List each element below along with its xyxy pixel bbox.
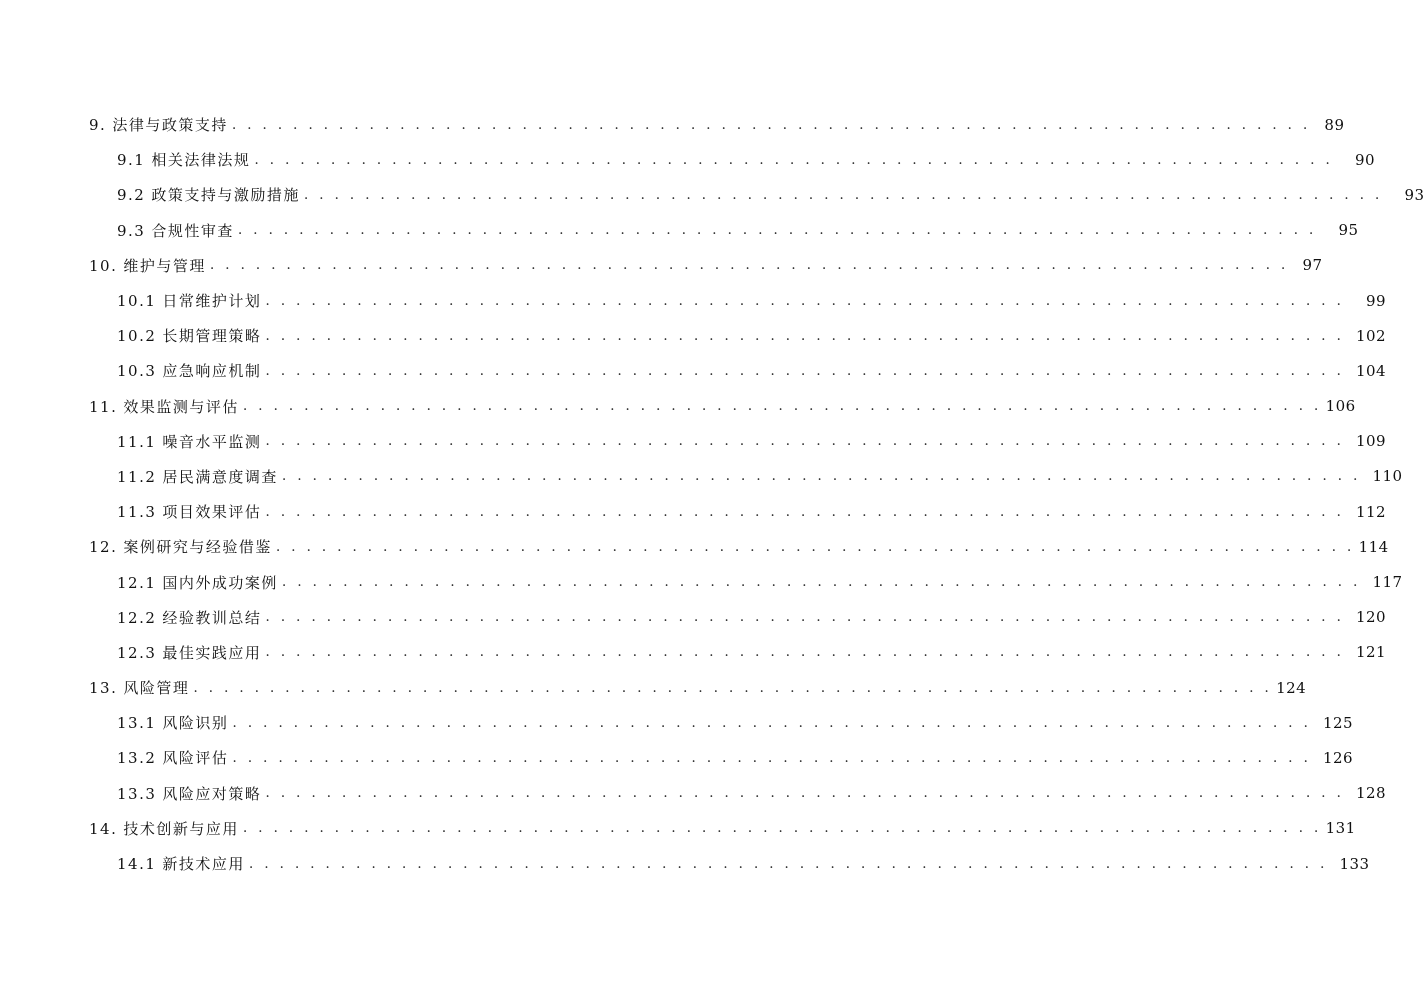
toc-entry-page: 97 <box>1302 256 1323 275</box>
toc-dot-leader: . . . . . . . . . . . . . . . . . . . . . . . . . . . . . . . . . . . . . . . . . . . . . . . . . . . . . . . . . . . . . . . . . . . . . . . <box>265 362 1345 379</box>
toc-entry-page: 121 <box>1355 643 1387 662</box>
toc-entry-page: 109 <box>1355 432 1387 451</box>
toc-entry-number: 14.1 <box>117 855 157 874</box>
toc-entry-number: 11. <box>89 397 118 416</box>
toc-dot-leader: . . . . . . . . . . . . . . . . . . . . . . . . . . . . . . . . . . . . . . . . . . . . . . . . . . . . . . . . . . . . . . . . . . . . . . . <box>275 538 1355 555</box>
toc-entry[interactable] <box>0 564 1403 599</box>
toc-entry-label <box>117 747 228 768</box>
toc-entry-page: 128 <box>1355 784 1387 803</box>
toc-entry-page: 90 <box>1354 150 1376 169</box>
toc-dot-leader: . . . . . . . . . . . . . . . . . . . . . . . . . . . . . . . . . . . . . . . . . . . . . . . . . . . . . . . . . . . . . . . . . . . . . . . <box>265 503 1345 520</box>
toc-entry[interactable] <box>0 600 1387 635</box>
toc-entry-page: 106 <box>1325 397 1356 416</box>
toc-entry-number: 10.3 <box>117 362 157 381</box>
toc-dot-leader: . . . . . . . . . . . . . . . . . . . . . . . . . . . . . . . . . . . . . . . . . . . . . . . . . . . . . . . . . . . . . . . . . . . . . . . <box>232 714 1312 731</box>
toc-dot-leader: . . . . . . . . . . . . . . . . . . . . . . . . . . . . . . . . . . . . . . . . . . . . . . . . . . . . . . . . . . . . . . . . . . . . . . . <box>265 327 1345 344</box>
toc-dot-leader: . . . . . . . . . . . . . . . . . . . . . . . . . . . . . . . . . . . . . . . . . . . . . . . . . . . . . . . . . . . . . . . . . . . . . . . <box>209 257 1289 274</box>
toc-entry-title: 效果监测与评估 <box>123 397 239 416</box>
toc-entry-label <box>117 783 261 804</box>
toc-entry-title: 维护与管理 <box>123 256 206 275</box>
toc-entry[interactable] <box>0 670 1307 705</box>
toc-dot-leader: . . . . . . . . . . . . . . . . . . . . . . . . . . . . . . . . . . . . . . . . . . . . . . . . . . . . . . . . . . . . . . . . . . . . . . . <box>281 468 1361 485</box>
toc-entry-label <box>117 572 278 593</box>
toc-entry-title: 合规性审查 <box>151 221 234 240</box>
toc-dot-leader: . . . . . . . . . . . . . . . . . . . . . . . . . . . . . . . . . . . . . . . . . . . . . . . . . . . . . . . . . . . . . . . . . . . . . . . <box>193 679 1273 696</box>
toc-entry[interactable] <box>0 635 1387 670</box>
toc-entry[interactable] <box>0 705 1354 740</box>
toc-entry-title: 经验教训总结 <box>162 608 262 627</box>
toc-entry-number: 9. <box>89 116 107 135</box>
toc-entry-label <box>89 818 239 839</box>
toc-dot-leader: . . . . . . . . . . . . . . . . . . . . . . . . . . . . . . . . . . . . . . . . . . . . . . . . . . . . . . . . . . . . . . . . . . . . . . . <box>232 749 1312 766</box>
toc-entry-title: 国内外成功案例 <box>162 573 278 592</box>
toc-entry-title: 法律与政策支持 <box>112 116 228 135</box>
toc-dot-leader: . . . . . . . . . . . . . . . . . . . . . . . . . . . . . . . . . . . . . . . . . . . . . . . . . . . . . . . . . . . . . . . . . . . . . . . <box>231 116 1311 133</box>
toc-entry-number: 10. <box>89 256 118 275</box>
toc-entry-label <box>117 642 261 663</box>
toc-entry-label <box>89 536 272 557</box>
toc-dot-leader: . . . . . . . . . . . . . . . . . . . . . . . . . . . . . . . . . . . . . . . . . . . . . . . . . . . . . . . . . . . . . . . . . . . . . . . <box>242 820 1322 837</box>
toc-entry-number: 13.1 <box>117 714 157 733</box>
toc-entry-title: 应急响应机制 <box>162 362 262 381</box>
toc-entry[interactable] <box>0 318 1387 353</box>
toc-entry-number: 11.3 <box>117 503 157 522</box>
toc-entry[interactable] <box>0 177 1425 212</box>
toc-entry-title: 最佳实践应用 <box>162 643 262 662</box>
toc-entry-label <box>117 149 250 170</box>
toc-entry-label <box>117 325 261 346</box>
toc-entry-page: 89 <box>1324 115 1345 134</box>
toc-entry-page: 124 <box>1276 678 1307 697</box>
toc-entry-label <box>117 712 228 733</box>
toc-entry-page: 104 <box>1355 361 1387 380</box>
toc-entry-label <box>89 396 239 417</box>
toc-dot-leader: . . . . . . . . . . . . . . . . . . . . . . . . . . . . . . . . . . . . . . . . . . . . . . . . . . . . . . . . . . . . . . . . . . . . . . . <box>265 609 1345 626</box>
toc-entry[interactable] <box>0 213 1359 248</box>
toc-entry-title: 日常维护计划 <box>162 292 262 311</box>
toc-dot-leader: . . . . . . . . . . . . . . . . . . . . . . . . . . . . . . . . . . . . . . . . . . . . . . . . . . . . . . . . . . . . . . . . . . . . . . . <box>265 644 1345 661</box>
toc-entry[interactable] <box>0 353 1387 388</box>
toc-dot-leader: . . . . . . . . . . . . . . . . . . . . . . . . . . . . . . . . . . . . . . . . . . . . . . . . . . . . . . . . . . . . . . . . . . . . . . . <box>254 151 1334 168</box>
toc-entry-page: 125 <box>1322 713 1354 732</box>
toc-entry-label <box>117 853 245 874</box>
toc-entry-label <box>117 431 261 452</box>
toc-entry[interactable] <box>0 776 1387 811</box>
toc-entry-title: 新技术应用 <box>162 855 245 874</box>
toc-entry-number: 14. <box>89 819 118 838</box>
toc-dot-leader: . . . . . . . . . . . . . . . . . . . . . . . . . . . . . . . . . . . . . . . . . . . . . . . . . . . . . . . . . . . . . . . . . . . . . . . <box>248 855 1328 872</box>
toc-entry-label <box>89 255 206 276</box>
toc-entry-page: 126 <box>1322 748 1354 767</box>
toc-entry-number: 12.2 <box>117 608 157 627</box>
toc-entry-label <box>117 184 300 205</box>
toc-entry[interactable] <box>0 494 1387 529</box>
toc-entry-page: 99 <box>1366 291 1387 310</box>
toc-entry-label <box>89 677 189 698</box>
toc-entry[interactable] <box>0 389 1356 424</box>
toc-entry[interactable] <box>0 142 1376 177</box>
toc-dot-leader: . . . . . . . . . . . . . . . . . . . . . . . . . . . . . . . . . . . . . . . . . . . . . . . . . . . . . . . . . . . . . . . . . . . . . . . <box>265 785 1345 802</box>
toc-entry-label <box>117 220 234 241</box>
toc-entry-label <box>117 290 261 311</box>
toc-entry-title: 风险评估 <box>162 749 229 768</box>
toc-entry-page: 95 <box>1338 221 1359 240</box>
toc-entry-page: 133 <box>1339 854 1370 873</box>
toc-entry-number: 13.3 <box>117 784 157 803</box>
toc-entry[interactable] <box>0 740 1354 775</box>
toc-entry-title: 风险识别 <box>162 714 229 733</box>
toc-entry-number: 12.1 <box>117 573 157 592</box>
toc-entry-label <box>117 501 261 522</box>
toc-entry-title: 风险管理 <box>123 679 190 698</box>
toc-entry-number: 10.1 <box>117 292 157 311</box>
toc-entry-title: 项目效果评估 <box>162 503 262 522</box>
toc-entry-number: 12.3 <box>117 643 157 662</box>
toc-dot-leader: . . . . . . . . . . . . . . . . . . . . . . . . . . . . . . . . . . . . . . . . . . . . . . . . . . . . . . . . . . . . . . . . . . . . . . . <box>237 222 1317 239</box>
toc-entry-number: 13. <box>89 679 118 698</box>
toc-entry-title: 噪音水平监测 <box>162 432 262 451</box>
toc-entry-title: 长期管理策略 <box>162 327 262 346</box>
toc-entry-title: 相关法律法规 <box>151 151 251 170</box>
toc-entry[interactable] <box>0 459 1403 494</box>
toc-dot-leader: . . . . . . . . . . . . . . . . . . . . . . . . . . . . . . . . . . . . . . . . . . . . . . . . . . . . . . . . . . . . . . . . . . . . . . . <box>265 433 1345 450</box>
toc-entry-number: 11.2 <box>117 467 157 486</box>
toc-entry-number: 10.2 <box>117 327 157 346</box>
toc-entry-page: 112 <box>1355 502 1387 521</box>
toc-entry[interactable] <box>0 846 1370 881</box>
toc-dot-leader: . . . . . . . . . . . . . . . . . . . . . . . . . . . . . . . . . . . . . . . . . . . . . . . . . . . . . . . . . . . . . . . . . . . . . . . <box>281 574 1361 591</box>
toc-entry-label <box>117 607 261 628</box>
toc-entry-number: 9.1 <box>117 151 146 170</box>
toc-dot-leader: . . . . . . . . . . . . . . . . . . . . . . . . . . . . . . . . . . . . . . . . . . . . . . . . . . . . . . . . . . . . . . . . . . . . . . . <box>265 292 1345 309</box>
toc-entry-page: 117 <box>1372 573 1403 592</box>
toc-entry-title: 风险应对策略 <box>162 784 262 803</box>
toc-entry-label <box>117 360 261 381</box>
toc-entry[interactable] <box>0 248 1323 283</box>
toc-entry[interactable] <box>0 283 1387 318</box>
toc-entry-page: 120 <box>1355 608 1387 627</box>
toc-entry-page: 102 <box>1355 326 1387 345</box>
toc-entry-number: 13.2 <box>117 749 157 768</box>
toc-entry-title: 居民满意度调查 <box>162 467 278 486</box>
toc-entry-title: 政策支持与激励措施 <box>151 186 300 205</box>
toc-entry-title: 技术创新与应用 <box>123 819 239 838</box>
toc-entry-number: 12. <box>89 538 118 557</box>
toc-entry-page: 93 <box>1404 185 1425 204</box>
toc-entry[interactable] <box>0 529 1389 564</box>
toc-entry-label <box>89 114 228 135</box>
toc-dot-leader: . . . . . . . . . . . . . . . . . . . . . . . . . . . . . . . . . . . . . . . . . . . . . . . . . . . . . . . . . . . . . . . . . . . . . . . <box>242 398 1322 415</box>
toc-entry[interactable] <box>0 811 1356 846</box>
toc-entry-page: 131 <box>1325 819 1356 838</box>
toc-entry-page: 114 <box>1358 537 1389 556</box>
toc-entry[interactable] <box>0 107 1345 142</box>
toc-entry-number: 11.1 <box>117 432 157 451</box>
toc-entry-number: 9.3 <box>117 221 146 240</box>
toc-entry-label <box>117 466 278 487</box>
toc-entry-number: 9.2 <box>117 186 146 205</box>
toc-entry-page: 110 <box>1372 467 1403 486</box>
toc-entry-title: 案例研究与经验借鉴 <box>123 538 272 557</box>
toc-dot-leader: . . . . . . . . . . . . . . . . . . . . . . . . . . . . . . . . . . . . . . . . . . . . . . . . . . . . . . . . . . . . . . . . . . . . . . . <box>303 186 1383 203</box>
table-of-contents <box>0 107 1425 881</box>
toc-entry[interactable] <box>0 424 1387 459</box>
